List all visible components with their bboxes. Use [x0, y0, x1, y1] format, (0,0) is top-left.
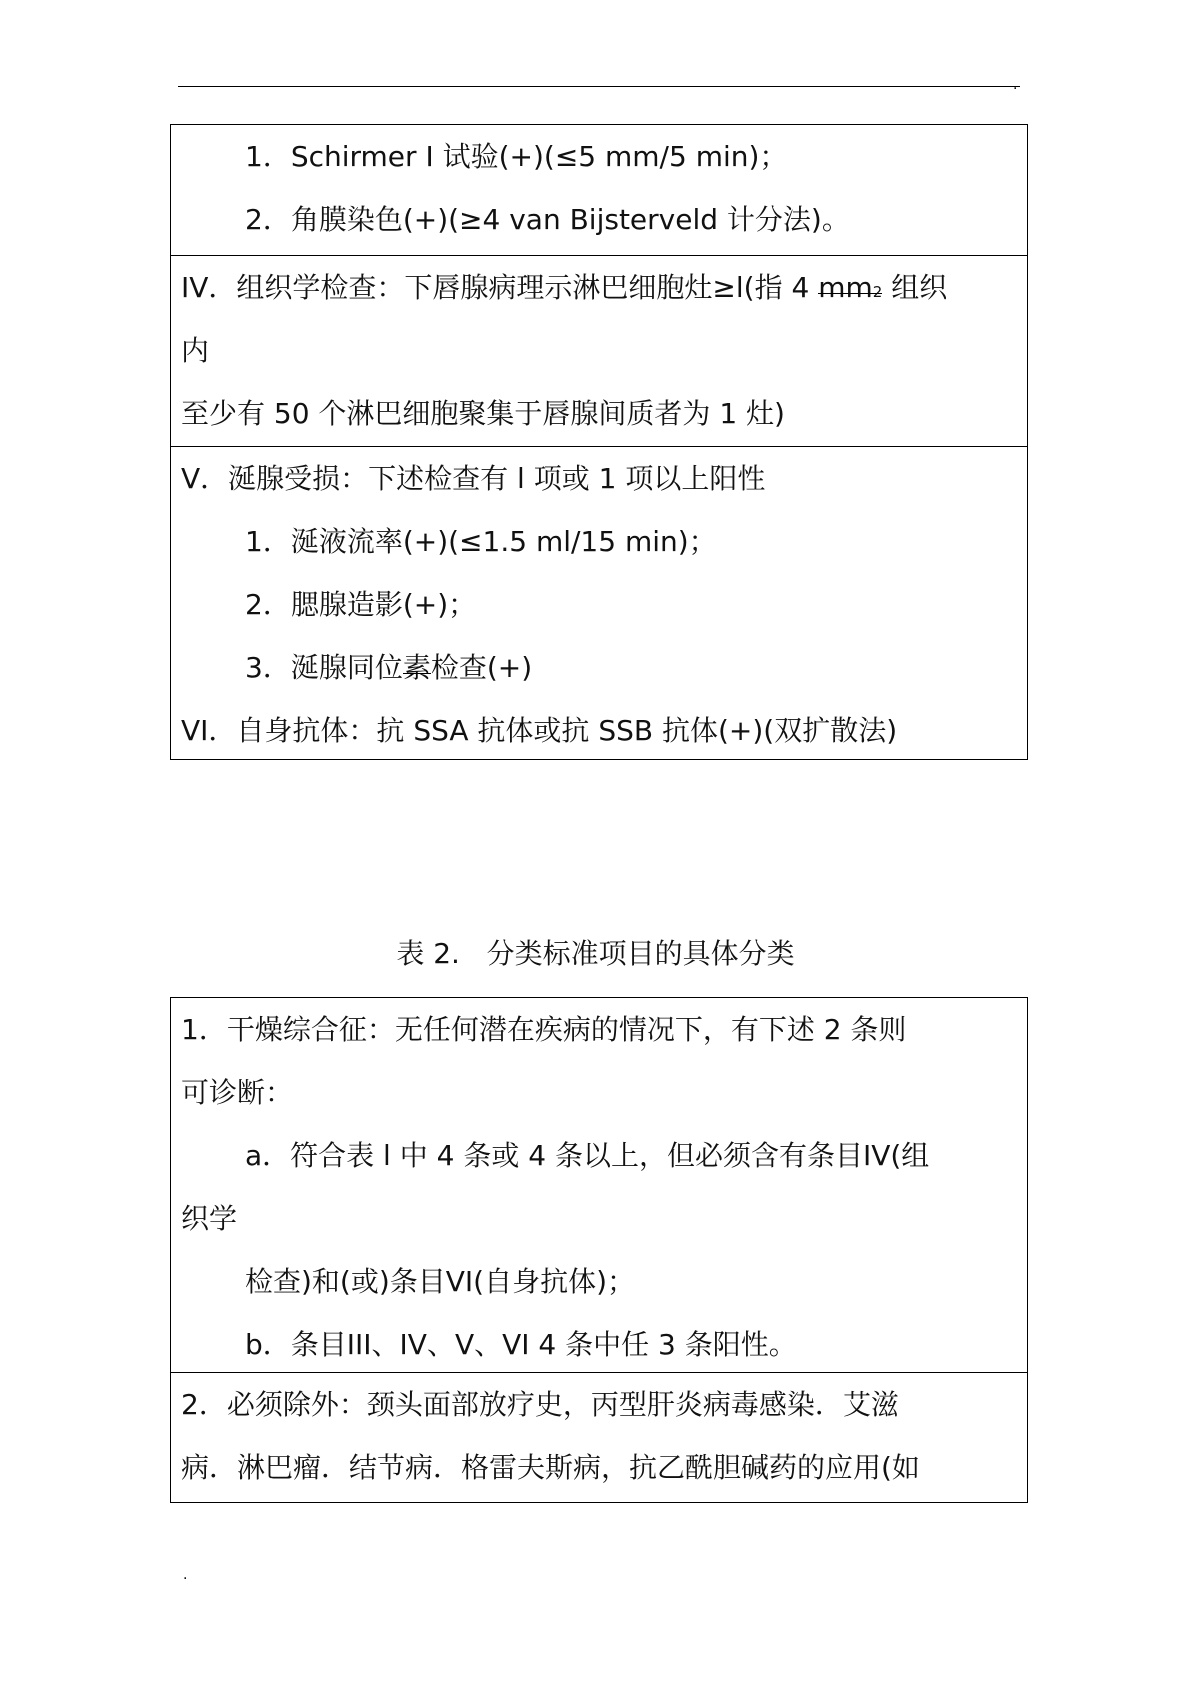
- criterion-text: 可诊断：: [181, 1076, 294, 1109]
- unit-subscript: 2: [872, 283, 883, 301]
- criterion-text: 内: [181, 334, 210, 367]
- underlined-unit: [818, 271, 882, 304]
- criterion-item: b．条目III、IV、V、VI 4 条中任 3 条阳性。: [245, 1328, 797, 1361]
- header-rule: [178, 86, 1020, 87]
- criterion-text: 病．淋巴瘤．结节病．格雷夫斯病，抗乙酰胆碱药的应用(如: [181, 1451, 920, 1484]
- criterion-text: 织学: [181, 1202, 238, 1235]
- criterion-item: [181, 636, 1017, 699]
- criterion-text: 3．涎腺同位: [245, 651, 403, 684]
- table-row: [171, 998, 1027, 1372]
- criterion-text: 组织: [882, 271, 948, 304]
- table-caption: 表 2. 分类标准项目的具体分类: [396, 937, 795, 970]
- criterion-text: IV．组织学检查：下唇腺病理示淋巴细胞灶≥l(指 4: [181, 271, 819, 304]
- criterion-item: 1．涎液流率(+)(≤1.5 ml/15 min)；: [245, 525, 717, 558]
- header-dot: .: [1013, 77, 1018, 93]
- criteria-table-continued: [170, 124, 1028, 760]
- criterion-item: 2．角膜染色(+)(≥4 van Bijsterveld 计分法)。: [245, 203, 850, 236]
- criterion-heading: 1．干燥综合征：无任何潜在疾病的情况下，有下述 2 条则: [181, 1013, 907, 1046]
- underlined-char: 素: [402, 651, 431, 684]
- criterion-text: 至少有 50 个淋巴细胞聚集于唇腺间质者为 1 灶): [181, 397, 785, 430]
- unit-text: mm: [818, 271, 873, 304]
- footer-dot: .: [183, 1567, 188, 1583]
- criterion-item: a．符合表 l 中 4 条或 4 条以上，但必须含有条目IV(组: [245, 1139, 930, 1172]
- criterion-heading: V．涎腺受损：下述检查有 l 项或 1 项以上阳性: [181, 462, 766, 495]
- table-row: [171, 446, 1027, 759]
- criterion-heading: [181, 256, 1017, 319]
- classification-table: [170, 997, 1028, 1503]
- criterion-text: 检查(+): [430, 651, 533, 684]
- criterion-heading: VI．自身抗体：抗 SSA 抗体或抗 SSB 抗体(+)(双扩散法): [181, 714, 898, 747]
- criterion-heading: 2．必须除外：颈头面部放疗史，丙型肝炎病毒感染．艾滋: [181, 1388, 899, 1421]
- table-row: [171, 125, 1027, 255]
- criterion-item: 检查)和(或)条目VI(自身抗体)；: [245, 1265, 636, 1298]
- table-row: [171, 1372, 1027, 1501]
- criterion-item: 2．腮腺造影(+)；: [245, 588, 477, 621]
- criterion-item: 1．Schirmer I 试验(+)(≤5 mm/5 min)；: [245, 140, 788, 173]
- table-row: [171, 255, 1027, 446]
